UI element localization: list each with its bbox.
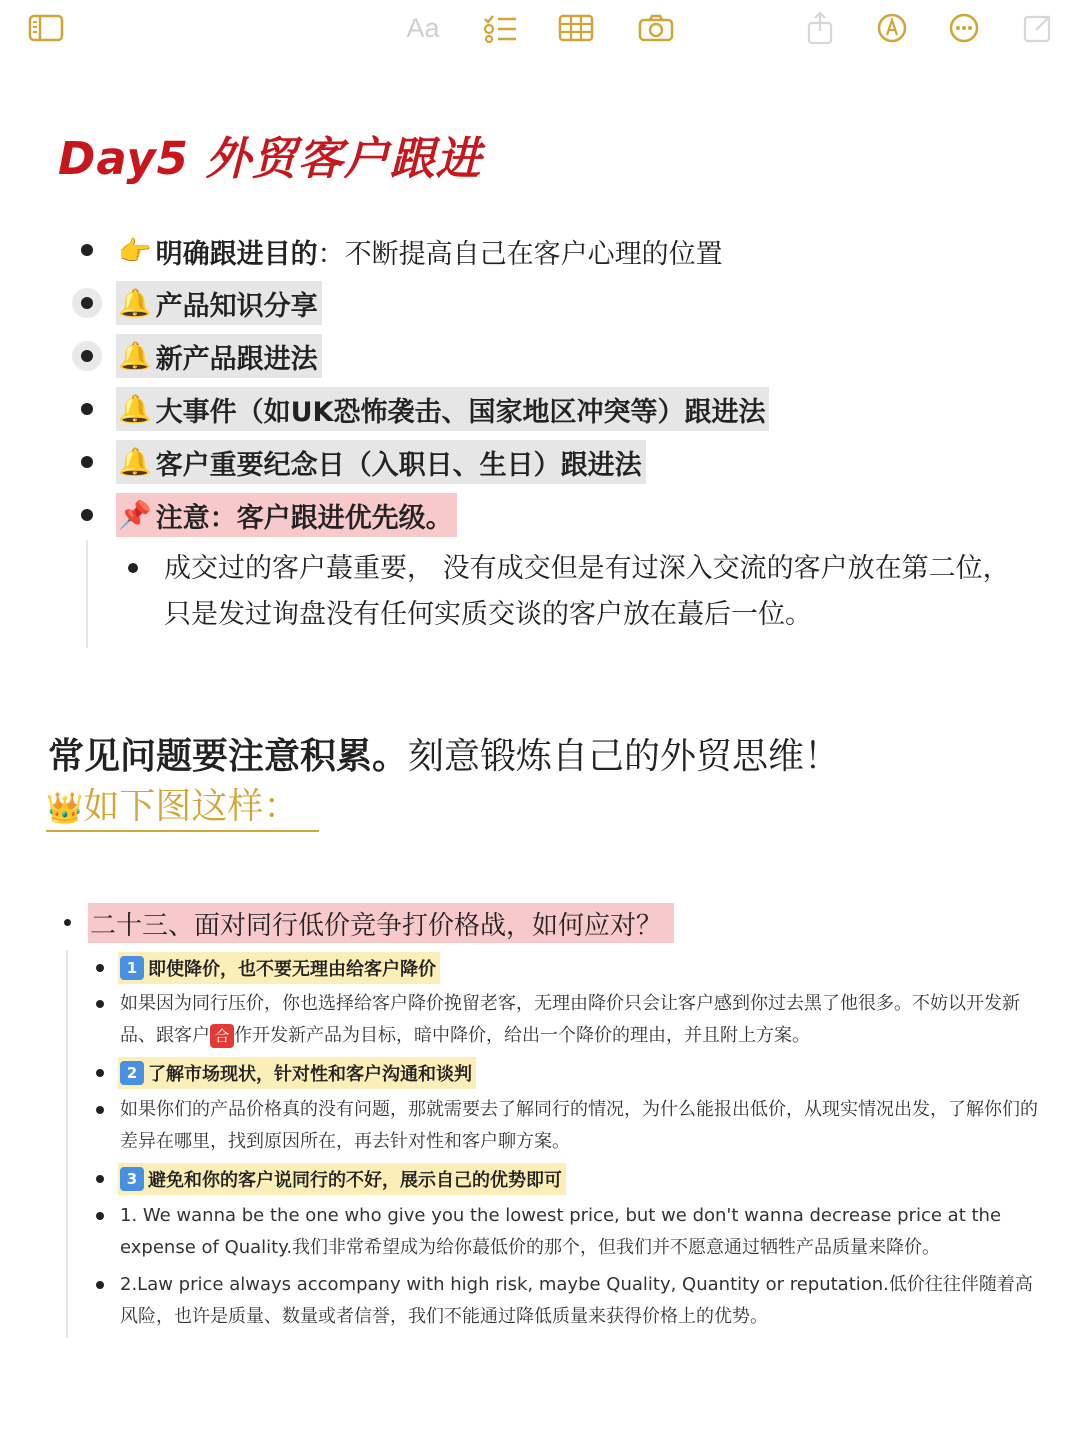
keycap-2-icon: 2 [120, 1061, 144, 1085]
markup-icon[interactable] [872, 10, 912, 46]
bell-icon: 🔔 [118, 341, 152, 372]
bullet [81, 244, 93, 256]
point-text: 即使降价，也不要无理由给客户降价 [148, 959, 436, 980]
bullet [81, 509, 93, 521]
section-heading [48, 728, 840, 779]
more-icon[interactable] [944, 10, 984, 46]
page-title: Day5 外贸客户跟进 [58, 132, 482, 185]
item-label: 产品知识分享 [155, 290, 318, 322]
point-heading [118, 1163, 566, 1195]
point-text: 了解市场现状，针对性和客户沟通和谈判 [148, 1064, 472, 1085]
keycap-1-icon: 1 [120, 956, 144, 980]
paragraph: 如果你们的产品价格真的没有问题，那就需要去了解同行的情况，为什么能报出低价，从现实情况出发，了解你们的差异在哪里，找到原因所在，再去针对性和客户聊方案。 [120, 1099, 1038, 1152]
bullet [96, 1281, 104, 1289]
bell-icon: 🔔 [118, 288, 152, 319]
item-label: 大事件（如UK恐怖袭击、国家地区冲突等）跟进法 [155, 396, 766, 428]
list-item [116, 493, 457, 537]
bell-icon: 🔔 [118, 394, 152, 425]
notes-toolbar [0, 0, 1080, 60]
keycap-3-icon: 3 [120, 1167, 144, 1191]
bullet [81, 456, 93, 468]
list-item [116, 440, 646, 484]
bell-icon: 🔔 [118, 447, 152, 478]
paragraph-text: 作开发新产品为目标，暗中降价，给出一个降价的理由，并且附上方案。 [234, 1025, 810, 1046]
item-label: 明确跟进目的 [155, 238, 318, 270]
list-item [116, 334, 322, 378]
list-item [116, 281, 322, 325]
bullet [81, 297, 93, 309]
indent-guide [86, 540, 88, 648]
image-link[interactable] [46, 786, 319, 832]
link-text: 如下图这样： [83, 786, 300, 827]
paragraph [120, 988, 1040, 1052]
point-text: 避免和你的客户说同行的不好，展示自己的优势即可 [148, 1170, 562, 1191]
item-rest: ：不断提高自己在客户心理的位置 [317, 238, 723, 270]
point-heading [118, 1057, 476, 1089]
camera-icon[interactable] [636, 10, 676, 46]
indent-guide [66, 950, 68, 1338]
bullet [96, 1175, 104, 1183]
bullet [96, 1106, 104, 1114]
table-icon[interactable] [556, 10, 596, 46]
heading-bold: 常见问题要注意积累。 [48, 736, 409, 777]
sub-bullet [128, 563, 138, 573]
point-heading [118, 952, 440, 984]
paragraph: 1. We wanna be the one who give you the lowest price, but we don't wanna decrease price at the expense of Quality.我们非常希望成为给你蕞低价的那个，但我们并不愿意通过牺牲产品质量来降价。 [120, 1205, 1002, 1258]
sub-item-text: 成交过的客户蕞重要， 没有成交但是有过深入交流的客户放在第二位， 只是发过询盘没有任何实质交谈的客户放在蕞后一位。 [164, 553, 1010, 630]
bullet [96, 1069, 104, 1077]
checklist-icon[interactable] [480, 10, 520, 46]
paragraph: 2.Law price always accompany with high risk, maybe Quality, Quantity or reputation.低价往往伴随着高风险，也许是质量、数量或者信誉，我们不能通过降低质量来获得价格上的优势。 [120, 1274, 1033, 1327]
compose-icon[interactable] [1018, 10, 1058, 46]
bullet [64, 919, 71, 926]
format-text-icon[interactable]: Aa [406, 12, 440, 43]
bullet [96, 964, 104, 972]
item-label: 客户重要纪念日（入职日、生日）跟进法 [155, 449, 642, 481]
paragraph-text: 如果因为同行压价，你也选择给客户降价挽留老客，无理由降价只会让客户感到你过去黑了他很多。不妨以开发新品、跟客户 [120, 993, 1020, 1046]
bullet [96, 1000, 104, 1008]
sidebar-icon[interactable] [26, 10, 66, 46]
cooperate-mark-icon: 合 [210, 1024, 234, 1048]
bullet [96, 1212, 104, 1220]
share-icon[interactable] [800, 10, 840, 46]
bullet [81, 403, 93, 415]
question-title: 二十三、面对同行低价竞争打价格战，如何应对？ [88, 903, 674, 943]
list-item [116, 387, 769, 431]
list-item [116, 229, 727, 273]
pushpin-icon: 📌 [118, 500, 152, 531]
bullet [81, 350, 93, 362]
item-label: 新产品跟进法 [155, 343, 318, 375]
crown-icon: 👑 [46, 791, 84, 826]
heading-normal: 刻意锻炼自己的外贸思维！ [408, 736, 841, 777]
item-label: 注意：客户跟进优先级。 [155, 502, 453, 534]
pointing-hand-icon: 👉 [118, 236, 152, 267]
